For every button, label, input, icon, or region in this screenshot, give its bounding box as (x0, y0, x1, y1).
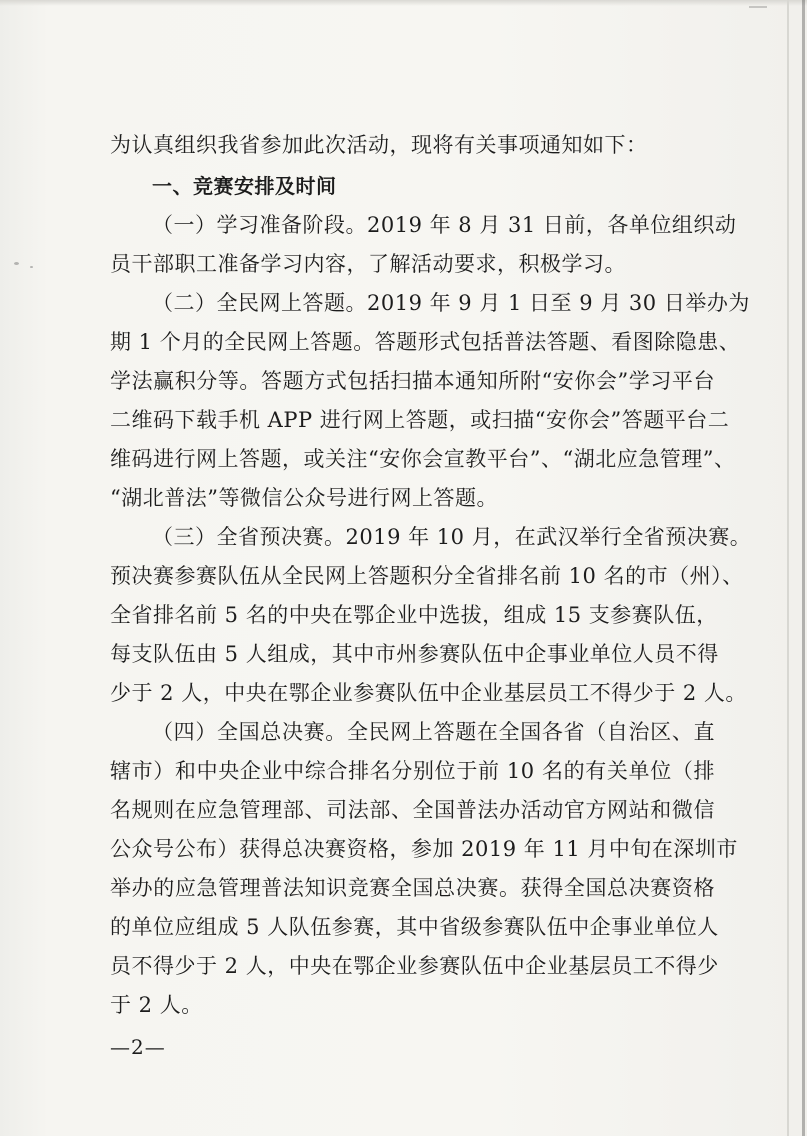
page-number: —2— (110, 1035, 166, 1059)
paragraph-line: 维码进行网上答题，或关注“安你会宣教平台”、“湖北应急管理”、 (110, 447, 736, 471)
paragraph-line: 期 1 个月的全民网上答题。答题形式包括普法答题、看图除隐患、 (110, 330, 741, 354)
paragraph-line: 员干部职工准备学习内容，了解活动要求，积极学习。 (110, 252, 626, 276)
paragraph-line: （一）学习准备阶段。2019 年 8 月 31 日前，各单位组织动 (152, 213, 737, 237)
scan-corner-mark (749, 6, 767, 16)
scan-right-border (802, 0, 805, 1136)
scan-top-shadow (0, 0, 807, 6)
paragraph-line: （四）全国总决赛。全民网上答题在全国各省（自治区、直 (152, 720, 715, 744)
paragraph-line: 举办的应急管理普法知识竞赛全国总决赛。获得全国总决赛资格 (110, 876, 715, 900)
scan-right-edge (787, 0, 789, 1136)
paragraph-line: 二维码下载手机 APP 进行网上答题，或扫描“安你会”答题平台二 (110, 408, 730, 432)
scan-speck (14, 262, 19, 265)
paragraph-line: 名规则在应急管理部、司法部、全国普法办活动官方网站和微信 (110, 798, 715, 822)
paragraph-line: “湖北普法”等微信公众号进行网上答题。 (110, 486, 498, 510)
paragraph-line: 预决赛参赛队伍从全民网上答题积分全省排名前 10 名的市（州）、 (110, 564, 744, 588)
paragraph-line: （二）全民网上答题。2019 年 9 月 1 日至 9 月 30 日举办为 (152, 291, 750, 315)
paragraph-line: 公众号公布）获得总决赛资格，参加 2019 年 11 月中旬在深圳市 (110, 837, 738, 861)
scan-speck (30, 266, 33, 268)
paragraph-line: 少于 2 人，中央在鄂企业参赛队伍中企业基层员工不得少于 2 人。 (110, 681, 747, 705)
section-heading: 一、竞赛安排及时间 (152, 174, 337, 198)
paragraph-line: 员不得少于 2 人，中央在鄂企业参赛队伍中企业基层员工不得少 (110, 954, 719, 978)
paragraph-line: 辖市）和中央企业中综合排名分别位于前 10 名的有关单位（排 (110, 759, 715, 783)
paragraph-line: 的单位应组成 5 人队伍参赛，其中省级参赛队伍中企事业单位人 (110, 915, 719, 939)
paragraph-line: 每支队伍由 5 人组成，其中市州参赛队伍中企事业单位人员不得 (110, 642, 719, 666)
paragraph-line: 学法赢积分等。答题方式包括扫描本通知所附“安你会”学习平台 (110, 369, 715, 393)
paragraph-line: 全省排名前 5 名的中央在鄂企业中选拔，组成 15 支参赛队伍， (110, 603, 718, 627)
paragraph-line: （三）全省预决赛。2019 年 10 月，在武汉举行全省预决赛。 (152, 525, 752, 549)
paragraph-line: 于 2 人。 (110, 993, 203, 1017)
paragraph-intro: 为认真组织我省参加此次活动，现将有关事项通知如下： (110, 133, 648, 157)
